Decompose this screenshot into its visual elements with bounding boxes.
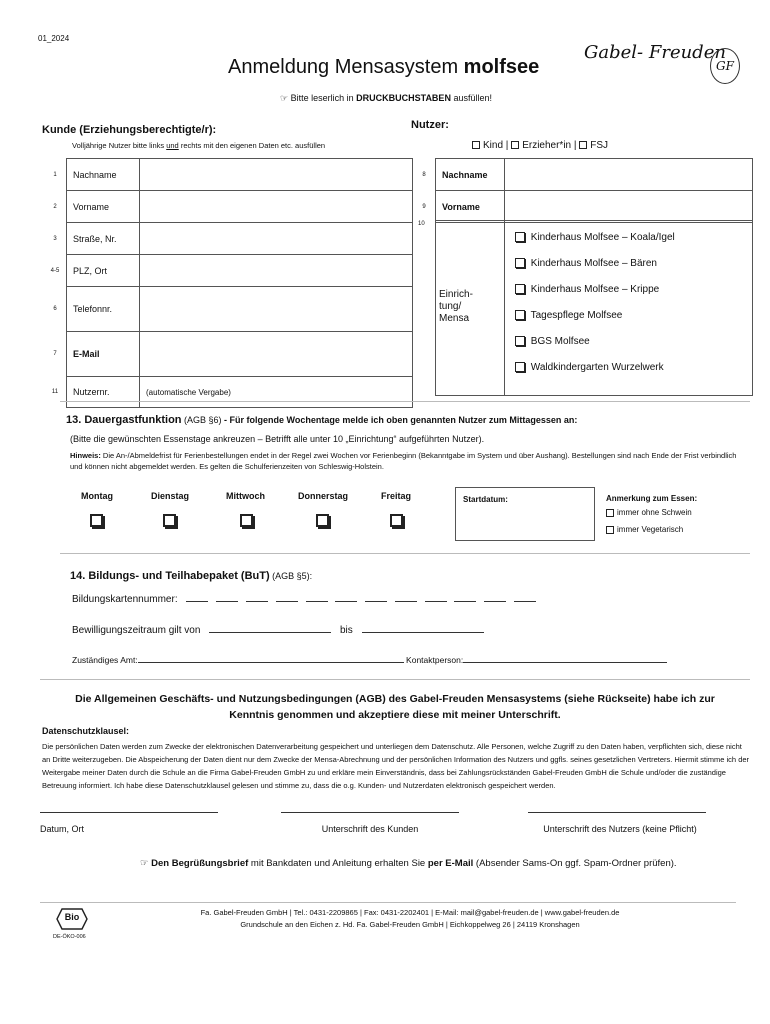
amt-row bbox=[72, 655, 667, 665]
option-bgs[interactable]: BGS Molfsee bbox=[515, 336, 590, 347]
kontakt-label: Kontaktperson: bbox=[406, 655, 464, 665]
table-row bbox=[413, 159, 753, 191]
signature-line-nutzer[interactable] bbox=[528, 812, 706, 813]
row-number: 7 bbox=[53, 351, 57, 357]
checkbox-freitag[interactable] bbox=[390, 514, 403, 527]
checkbox[interactable] bbox=[606, 526, 614, 534]
table-row bbox=[44, 255, 413, 287]
table-row bbox=[44, 223, 413, 255]
divider bbox=[40, 902, 736, 903]
agb-acceptance bbox=[40, 691, 750, 723]
checkbox-montag[interactable] bbox=[90, 514, 103, 527]
logo-mark: GF bbox=[710, 48, 740, 84]
divider bbox=[60, 401, 750, 402]
datenschutz-text: Die persönlichen Daten werden zum Zwecke der elektronischen Datenverarbeitung gespeichert und unterliegen dem Datenschutz. Alle Personen, welche Zugriff zu den Daten haben, verpflichten sich, diese nicht an Dritte weiterzugeben. Die Abspeicherung der Daten dient nur dem Zwecke der Mensa-Abrechnung und der persönlichen Information des Nutzers und ggfls. seines gesetzlichen Vertreters. Hiermit stimme ich der Weitergabe meiner Daten durch die Schule an die Firma Gabel-Freuden GmbH zu und erkläre mein Einverständnis, dass bei Zahlungsrückständen Gabel-Freuden GmbH die Schule und/oder die zuständige Betreuung informiert. Ich habe diese Datenschutzklausel gelesen und stimme zu, dass die o.g. Kunden- und Nutzerdaten elektronisch gespeichert werden. bbox=[42, 742, 750, 790]
checkbox[interactable] bbox=[606, 509, 614, 517]
table-row bbox=[44, 332, 413, 377]
nutzer-heading: Nutzer: bbox=[411, 119, 449, 131]
row-number: 6 bbox=[53, 306, 57, 312]
kunde-table bbox=[44, 158, 413, 408]
table-row bbox=[44, 287, 413, 332]
nutzer-table bbox=[413, 158, 753, 223]
day-mittwoch: Mittwoch bbox=[226, 491, 265, 501]
startdatum-label: Startdatum: bbox=[463, 495, 508, 504]
section-13-heading: 13. Dauergastfunktion (AGB §6) - Für folgende Wochentage melde ich oben genannten Nutzer zum Mittagessen an: bbox=[66, 414, 578, 426]
table-row bbox=[44, 377, 413, 408]
field-label: Nutzernr. bbox=[67, 377, 140, 408]
signature-label-datum: Datum, Ort bbox=[40, 824, 85, 834]
field-label: Straße, Nr. bbox=[67, 223, 140, 255]
vorname-field[interactable] bbox=[140, 191, 413, 223]
bis-label: bis bbox=[339, 625, 353, 636]
separator: | bbox=[505, 140, 509, 151]
einrichtung-label: tung/ bbox=[439, 301, 462, 312]
footer-line: Grundschule an den Eichen z. Hd. Fa. Gabel-Freuden GmbH | Eichkoppelweg 26 | 24119 Kronshagen bbox=[240, 920, 580, 929]
anmerkung-label: Anmerkung zum Essen: bbox=[606, 494, 698, 503]
row-number: 11 bbox=[51, 389, 59, 395]
kunde-heading: Kunde (Erziehungsberechtigte/r): bbox=[42, 124, 217, 136]
field-label: Vorname bbox=[436, 191, 505, 223]
separator: | bbox=[573, 140, 577, 151]
email-field[interactable] bbox=[140, 332, 413, 377]
divider bbox=[60, 553, 750, 554]
nachname-field[interactable] bbox=[140, 159, 413, 191]
option-krippe[interactable]: Kinderhaus Molfsee – Krippe bbox=[515, 284, 659, 295]
field-label: E-Mail bbox=[67, 332, 140, 377]
datenschutz-heading: Datenschutzklausel: bbox=[42, 726, 130, 736]
divider bbox=[40, 679, 750, 680]
row-number: 4-5 bbox=[50, 267, 60, 274]
agb-line: Kenntnis genommen und akzeptiere diese mit meiner Unterschrift. bbox=[229, 709, 561, 721]
table-row bbox=[44, 159, 413, 191]
checkbox-dienstag[interactable] bbox=[163, 514, 176, 527]
day-montag: Montag bbox=[81, 491, 113, 501]
row-number: 10 bbox=[418, 221, 425, 227]
amt-label: Zuständiges Amt: bbox=[72, 655, 138, 665]
page-title: Anmeldung Mensasystem molfsee bbox=[228, 56, 540, 78]
nutzer-nachname-field[interactable] bbox=[505, 159, 753, 191]
field-label: Nachname bbox=[436, 159, 505, 191]
type-fsj: FSJ bbox=[590, 140, 609, 151]
bio-seal bbox=[56, 908, 88, 930]
field-label: Nachname bbox=[67, 159, 140, 191]
option-waldkindergarten[interactable]: Waldkindergarten Wurzelwerk bbox=[515, 362, 664, 373]
signature-label-kunde: Unterschrift des Kunden bbox=[321, 824, 419, 834]
option-tagespflege[interactable]: Tagespflege Molfsee bbox=[515, 310, 622, 321]
section-13-hint: Hinweis: Die An-/Abmeldefrist für Ferienbestellungen endet in der Regel zwei Wochen vor Ferienbeginn (Bekanntgabe im System und über Aushang). Bestellungen sind nach Ende der Frist verbindlich und können nicht abgemeldet werden. Es gelten die Schulferienzeiten von Schleswig-Holstein. bbox=[70, 451, 737, 471]
document-code: 01_2024 bbox=[38, 34, 70, 43]
section-13-sub: (Bitte die gewünschten Essenstage ankreuzen – Betrifft alle unter 10 „Einrichtung“ aufgeführten Nutzer). bbox=[70, 434, 485, 444]
footer-contact bbox=[130, 907, 690, 931]
bildungskarte-label: Bildungskartennummer: bbox=[72, 594, 178, 605]
checkbox[interactable] bbox=[472, 141, 480, 149]
bildungskarte-row bbox=[72, 594, 536, 605]
table-row bbox=[413, 191, 753, 223]
note-vegetarisch[interactable]: immer Vegetarisch bbox=[606, 525, 683, 534]
bio-label: Bio bbox=[64, 912, 80, 922]
day-freitag: Freitag bbox=[381, 491, 412, 501]
note-ohne-schwein[interactable]: immer ohne Schwein bbox=[606, 508, 692, 517]
row-number: 1 bbox=[53, 171, 57, 178]
kunde-note: Volljährige Nutzer bitte links und rechts mit den eigenen Daten etc. ausfüllen bbox=[72, 141, 326, 150]
signature-line-datum[interactable] bbox=[40, 812, 218, 813]
checkbox[interactable] bbox=[515, 362, 525, 372]
row-number: 8 bbox=[422, 171, 426, 178]
row-number: 9 bbox=[422, 203, 426, 210]
field-label: PLZ, Ort bbox=[67, 255, 140, 287]
strasse-field[interactable] bbox=[140, 223, 413, 255]
checkbox[interactable] bbox=[515, 336, 525, 346]
row-number: 2 bbox=[53, 203, 57, 210]
type-kind: Kind bbox=[483, 140, 504, 151]
bewilligung-bis-input[interactable] bbox=[362, 632, 484, 633]
startdatum-field[interactable] bbox=[455, 487, 595, 541]
day-donnerstag: Donnerstag bbox=[298, 491, 349, 501]
day-dienstag: Dienstag bbox=[151, 491, 190, 501]
agb-line: Die Allgemeinen Geschäfts- und Nutzungsbedingungen (AGB) des Gabel-Freuden Mensasystems (siehe Rückseite) habe ich zur bbox=[75, 693, 715, 705]
kontakt-input[interactable] bbox=[463, 662, 667, 663]
bewilligung-row bbox=[72, 625, 484, 636]
logo-text: Gabel- Freuden bbox=[584, 42, 726, 63]
amt-input[interactable] bbox=[138, 662, 404, 663]
einrichtung-label: Einrich- bbox=[439, 289, 473, 300]
checkbox[interactable] bbox=[515, 310, 525, 320]
footer-line: Fa. Gabel-Freuden GmbH | Tel.: 0431-2209865 | Fax: 0431-2202401 | E-Mail: mail@gabel-freuden.de | www.gabel-freuden.de bbox=[200, 908, 620, 917]
checkbox-mittwoch[interactable] bbox=[240, 514, 253, 527]
checkbox[interactable] bbox=[511, 141, 519, 149]
checkbox-donnerstag[interactable] bbox=[316, 514, 329, 527]
bewilligung-label: Bewilligungszeitraum gilt von bbox=[72, 625, 201, 636]
welcome-note: ☞ Den Begrüßungsbrief mit Bankdaten und Anleitung erhalten Sie per E-Mail (Absender Sams-On ggf. Spam-Ordner prüfen). bbox=[140, 858, 677, 869]
type-erzieher: Erzieher*in bbox=[522, 140, 572, 151]
section-14-heading: 14. Bildungs- und Teilhabepaket (BuT) (AGB §5): bbox=[70, 570, 313, 582]
row-number: 3 bbox=[53, 235, 57, 242]
einrichtung-label: Mensa bbox=[439, 313, 470, 324]
nutzernr-field: (automatische Vergabe) bbox=[140, 377, 413, 408]
signature-label-nutzer: Unterschrift des Nutzers (keine Pflicht) bbox=[543, 824, 697, 834]
bio-code: DE-ÖKO-006 bbox=[53, 934, 86, 940]
checkbox[interactable] bbox=[515, 232, 525, 242]
option-koala-igel[interactable]: Kinderhaus Molfsee – Koala/Igel bbox=[515, 232, 675, 243]
einrichtung-label-cell bbox=[435, 220, 505, 396]
signature-line-kunde[interactable] bbox=[281, 812, 459, 813]
option-baeren[interactable]: Kinderhaus Molfsee – Bären bbox=[515, 258, 657, 269]
nutzer-type-group bbox=[472, 140, 608, 151]
bildungskarte-input[interactable] bbox=[180, 594, 536, 605]
checkbox[interactable] bbox=[515, 258, 525, 268]
field-label: Telefonnr. bbox=[67, 287, 140, 332]
subtitle: ☞ Bitte leserlich in DRUCKBUCHSTABEN ausfüllen! bbox=[280, 93, 492, 103]
bewilligung-von-input[interactable] bbox=[209, 632, 331, 633]
checkbox[interactable] bbox=[579, 141, 587, 149]
field-label: Vorname bbox=[67, 191, 140, 223]
plz-ort-field[interactable] bbox=[140, 255, 413, 287]
checkbox[interactable] bbox=[515, 284, 525, 294]
nutzer-vorname-field[interactable] bbox=[505, 191, 753, 223]
telefon-field[interactable] bbox=[140, 287, 413, 332]
table-row bbox=[44, 191, 413, 223]
